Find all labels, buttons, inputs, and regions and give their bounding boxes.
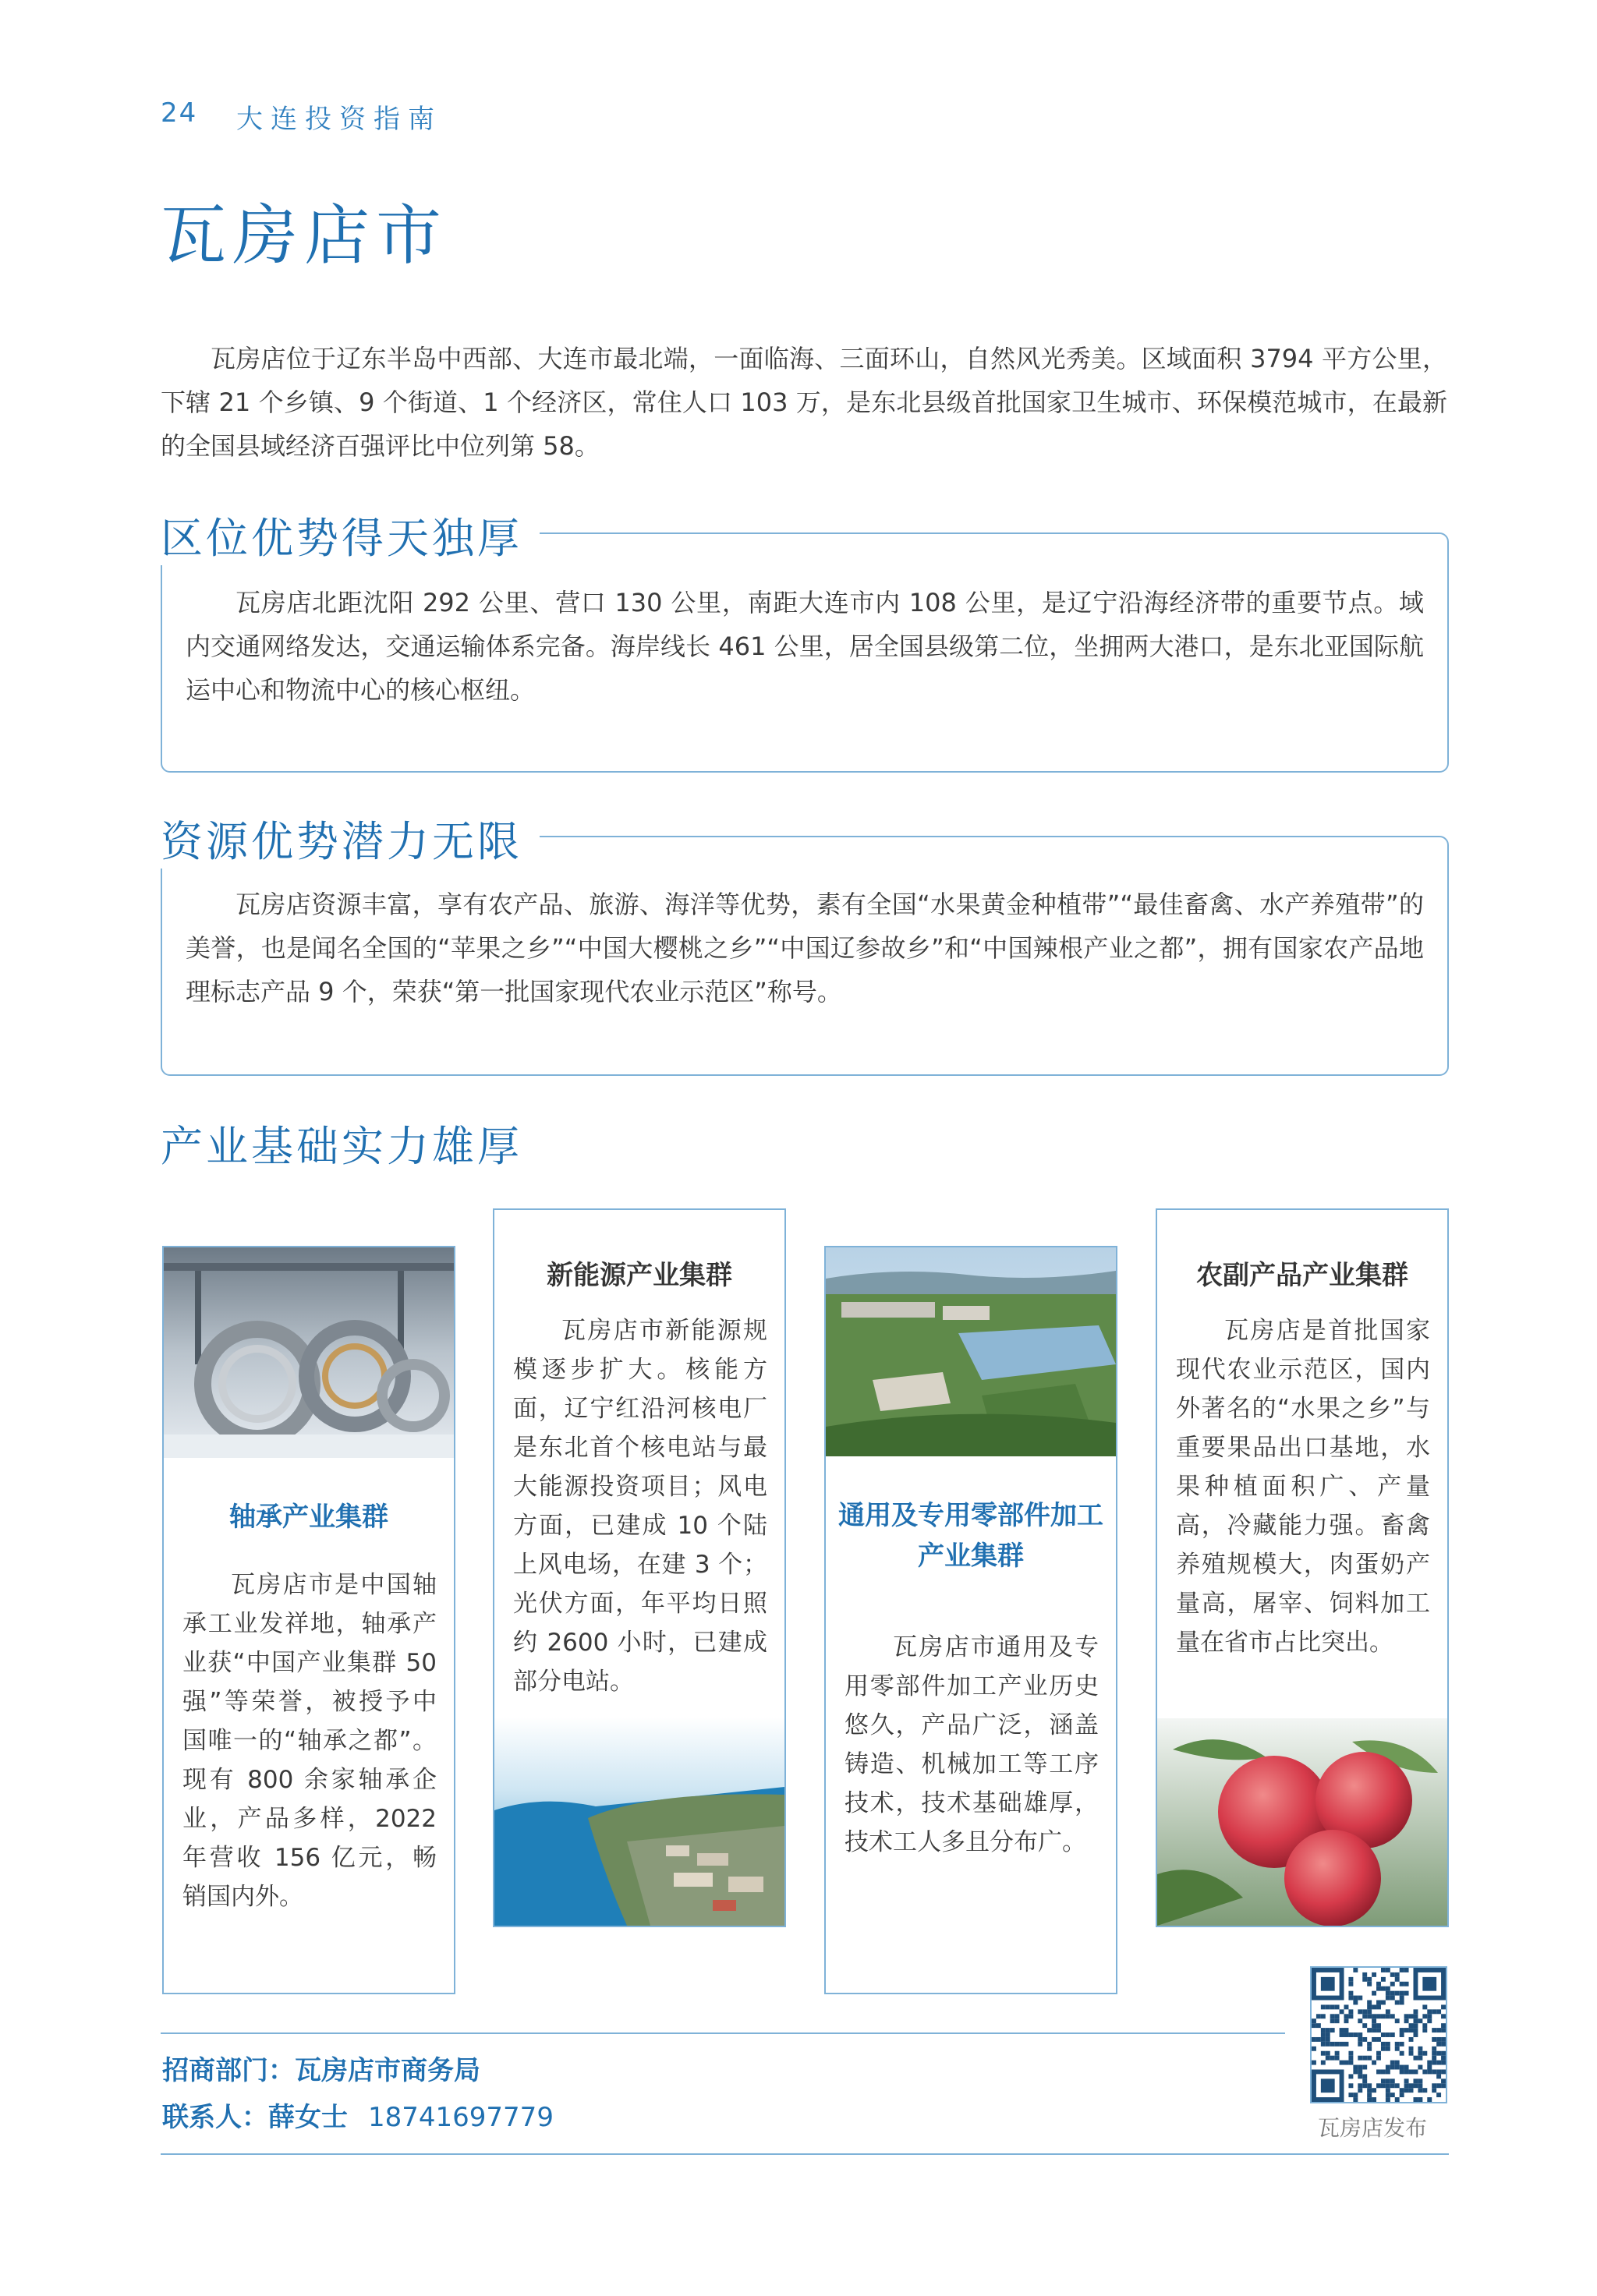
bearing-card-title: 轴承产业集群 <box>229 1502 388 1533</box>
page-title: 瓦房店市 <box>161 197 448 274</box>
cluster-card-bearing <box>162 1246 455 1994</box>
contact-person-name: 薛女士 <box>268 2102 348 2133</box>
contact-department <box>162 2049 480 2087</box>
contact-person-label: 联系人： <box>162 2102 268 2133</box>
section-location-text: 瓦房店北距沈阳 292 公里、营口 130 公里，南距大连市内 108 公里，是辽宁沿海经济带的重要节点。域内交通网络发达，交通运输体系完备。海岸线长 461 公里，居全国县级第二位，坐拥两大港口，是东北亚国际航运中心和物流中心的核心枢纽。 <box>186 588 1424 705</box>
publication-title: 大连投资指南 <box>236 104 442 135</box>
footer-divider <box>161 2153 1449 2155</box>
bearing-card-text: 瓦房店市是中国轴承工业发祥地，轴承产业获“中国产业集群 50 强”等荣誉，被授予中国唯一的“轴承之都”。现有 800 余家轴承企业，产品多样，2022 年营收 156 亿元，畅销国内外。 <box>182 1571 437 1911</box>
contact-department-label: 招商部门： <box>162 2055 295 2086</box>
energy-photo <box>494 1717 784 1926</box>
energy-card-text: 瓦房店市新能源规模逐步扩大。核能方面，辽宁红沿河核电厂是东北首个核电站与最大能源投资项目；风电方面，已建成 10 个陆上风电场，在建 3 个；光伏方面，年平均日照约 2600 小时，已建成部分电站。 <box>513 1317 767 1696</box>
energy-card-title: 新能源产业集群 <box>547 1260 732 1291</box>
bearing-photo <box>164 1247 454 1458</box>
page-number: 24 <box>161 97 198 129</box>
cluster-card-energy <box>493 1208 786 1927</box>
apple-photo <box>1157 1718 1447 1926</box>
section-resource-text: 瓦房店资源丰富，享有农产品、旅游、海洋等优势，素有全国“水果黄金种植带”“最佳畜禽、水产养殖带”的美誉，也是闻名全国的“苹果之乡”“中国大樱桃之乡”“中国辽参故乡”和“中国辣根产业之都”，拥有国家农产品地理标志产品 9 个，荣获“第一批国家现代农业示范区”称号。 <box>186 890 1424 1006</box>
contact-phone: 18741697779 <box>368 2102 554 2133</box>
qr-code[interactable] <box>1310 1966 1447 2103</box>
section-location-title: 区位优势得天独厚 <box>161 505 540 565</box>
intro-paragraph: 瓦房店位于辽东半岛中西部、大连市最北端，一面临海、三面环山，自然风光秀美。区域面积 3794 平方公里，下辖 21 个乡镇、9 个街道、1 个经济区，常住人口 103 万，是东北县级首批国家卫生城市、环保模范城市，在最新的全国县域经济百强评比中位列第 58。 <box>161 344 1447 461</box>
qr-caption: 瓦房店发布 <box>1318 2115 1428 2141</box>
section-resource-box <box>161 836 1449 1076</box>
parts-card-text: 瓦房店市通用及专用零部件加工产业历史悠久，产品广泛，涵盖铸造、机械加工等工序技术，技术基础雄厚，技术工人多且分布广。 <box>845 1633 1099 1856</box>
contact-department-value: 瓦房店市商务局 <box>295 2055 480 2086</box>
parts-card-title: 通用及专用零部件加工产业集群 <box>838 1500 1103 1572</box>
section-industry-title: 产业基础实力雄厚 <box>161 1113 540 1173</box>
agri-card-text: 瓦房店是首批国家现代农业示范区，国内外著名的“水果之乡”与重要果品出口基地，水果种植面积广、产量高，冷藏能力强。畜禽养殖规模大，肉蛋奶产量高，屠宰、饲料加工量在省市占比突出。 <box>1176 1317 1430 1657</box>
cluster-card-parts <box>824 1246 1117 1994</box>
section-location-box <box>161 532 1449 773</box>
section-resource-title: 资源优势潜力无限 <box>161 808 540 869</box>
contact-person <box>162 2096 554 2134</box>
contact-divider <box>161 2032 1285 2034</box>
cluster-card-agri <box>1156 1208 1449 1927</box>
agri-card-title: 农副产品产业集群 <box>1196 1260 1408 1291</box>
parts-photo <box>826 1247 1116 1456</box>
